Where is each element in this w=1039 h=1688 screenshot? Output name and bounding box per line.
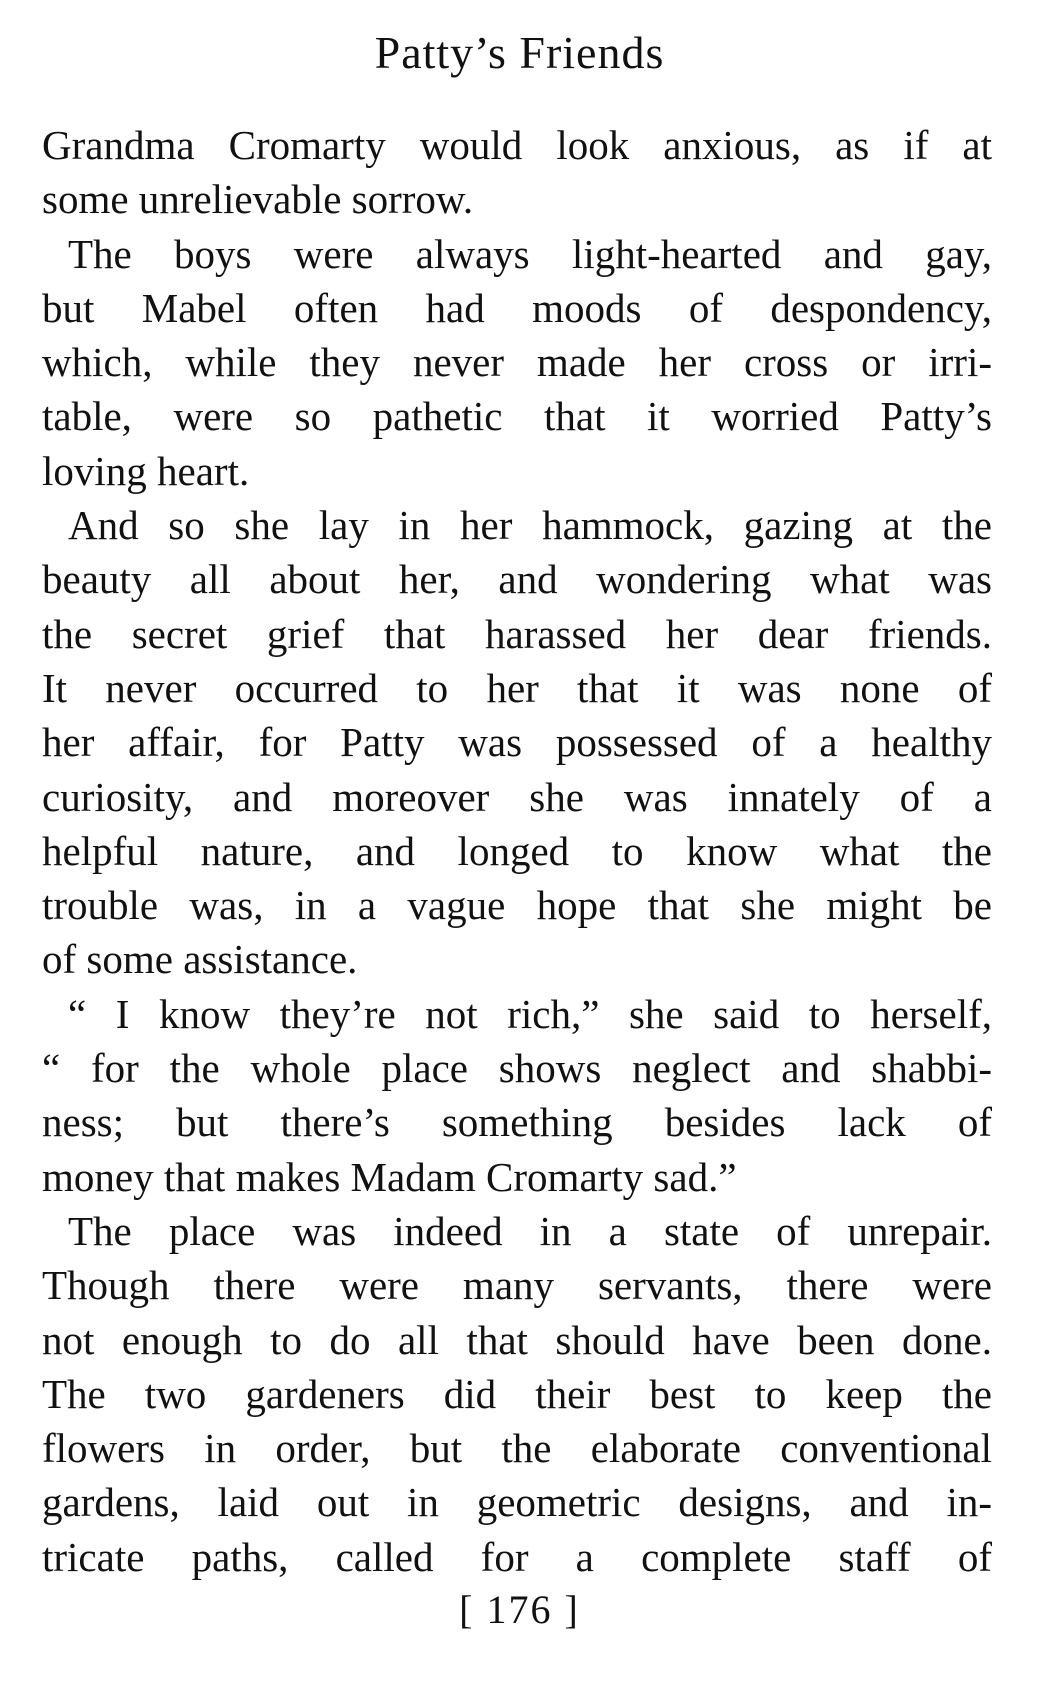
body-text [42,118,992,1584]
text-line: loving heart. [42,447,250,494]
text-line: It never occurred to her that it was none of [42,664,992,711]
text-line: gardens, laid out in geometric designs, and in- [42,1479,992,1526]
text-line: beauty all about her, and wondering what was [42,556,992,603]
text-line: And so she lay in her hammock, gazing at the [68,502,992,549]
text-line: curiosity, and moreover she was innately of a [42,773,992,820]
text-line: money that makes Madam Cromarty sad.” [42,1153,737,1200]
text-line: The place was indeed in a state of unrepair. [68,1207,992,1254]
text-line: The boys were always light-hearted and gay, [68,230,992,277]
text-line: ness; but there’s something besides lack of [42,1099,992,1146]
running-head: Patty’s Friends [374,27,665,78]
text-line: table, were so pathetic that it worried Patty’s [42,393,992,440]
text-line: of some assistance. [42,936,358,983]
text-line: trouble was, in a vague hope that she might be [42,882,992,929]
text-line: some unrelievable sorrow. [42,176,474,223]
text-line: The two gardeners did their best to keep the [42,1370,992,1417]
text-line: “ for the whole place shows neglect and shabbi- [42,1045,992,1092]
text-line: which, while they never made her cross or irri- [42,339,992,386]
text-line: “ I know they’re not rich,” she said to herself, [68,990,992,1037]
text-line: not enough to do all that should have been done. [42,1316,992,1363]
text-line: but Mabel often had moods of despondency, [42,284,992,331]
text-line: Though there were many servants, there were [42,1262,992,1309]
text-line: her affair, for Patty was possessed of a healthy [42,719,992,766]
text-line: the secret grief that harassed her dear friends. [42,610,992,657]
text-line: flowers in order, but the elaborate conventional [42,1425,992,1472]
text-line: Grandma Cromarty would look anxious, as if at [42,122,992,168]
page-number: [ 176 ] [459,1587,580,1632]
text-line: tricate paths, called for a complete staff of [42,1533,992,1580]
text-line: helpful nature, and longed to know what the [42,827,992,874]
